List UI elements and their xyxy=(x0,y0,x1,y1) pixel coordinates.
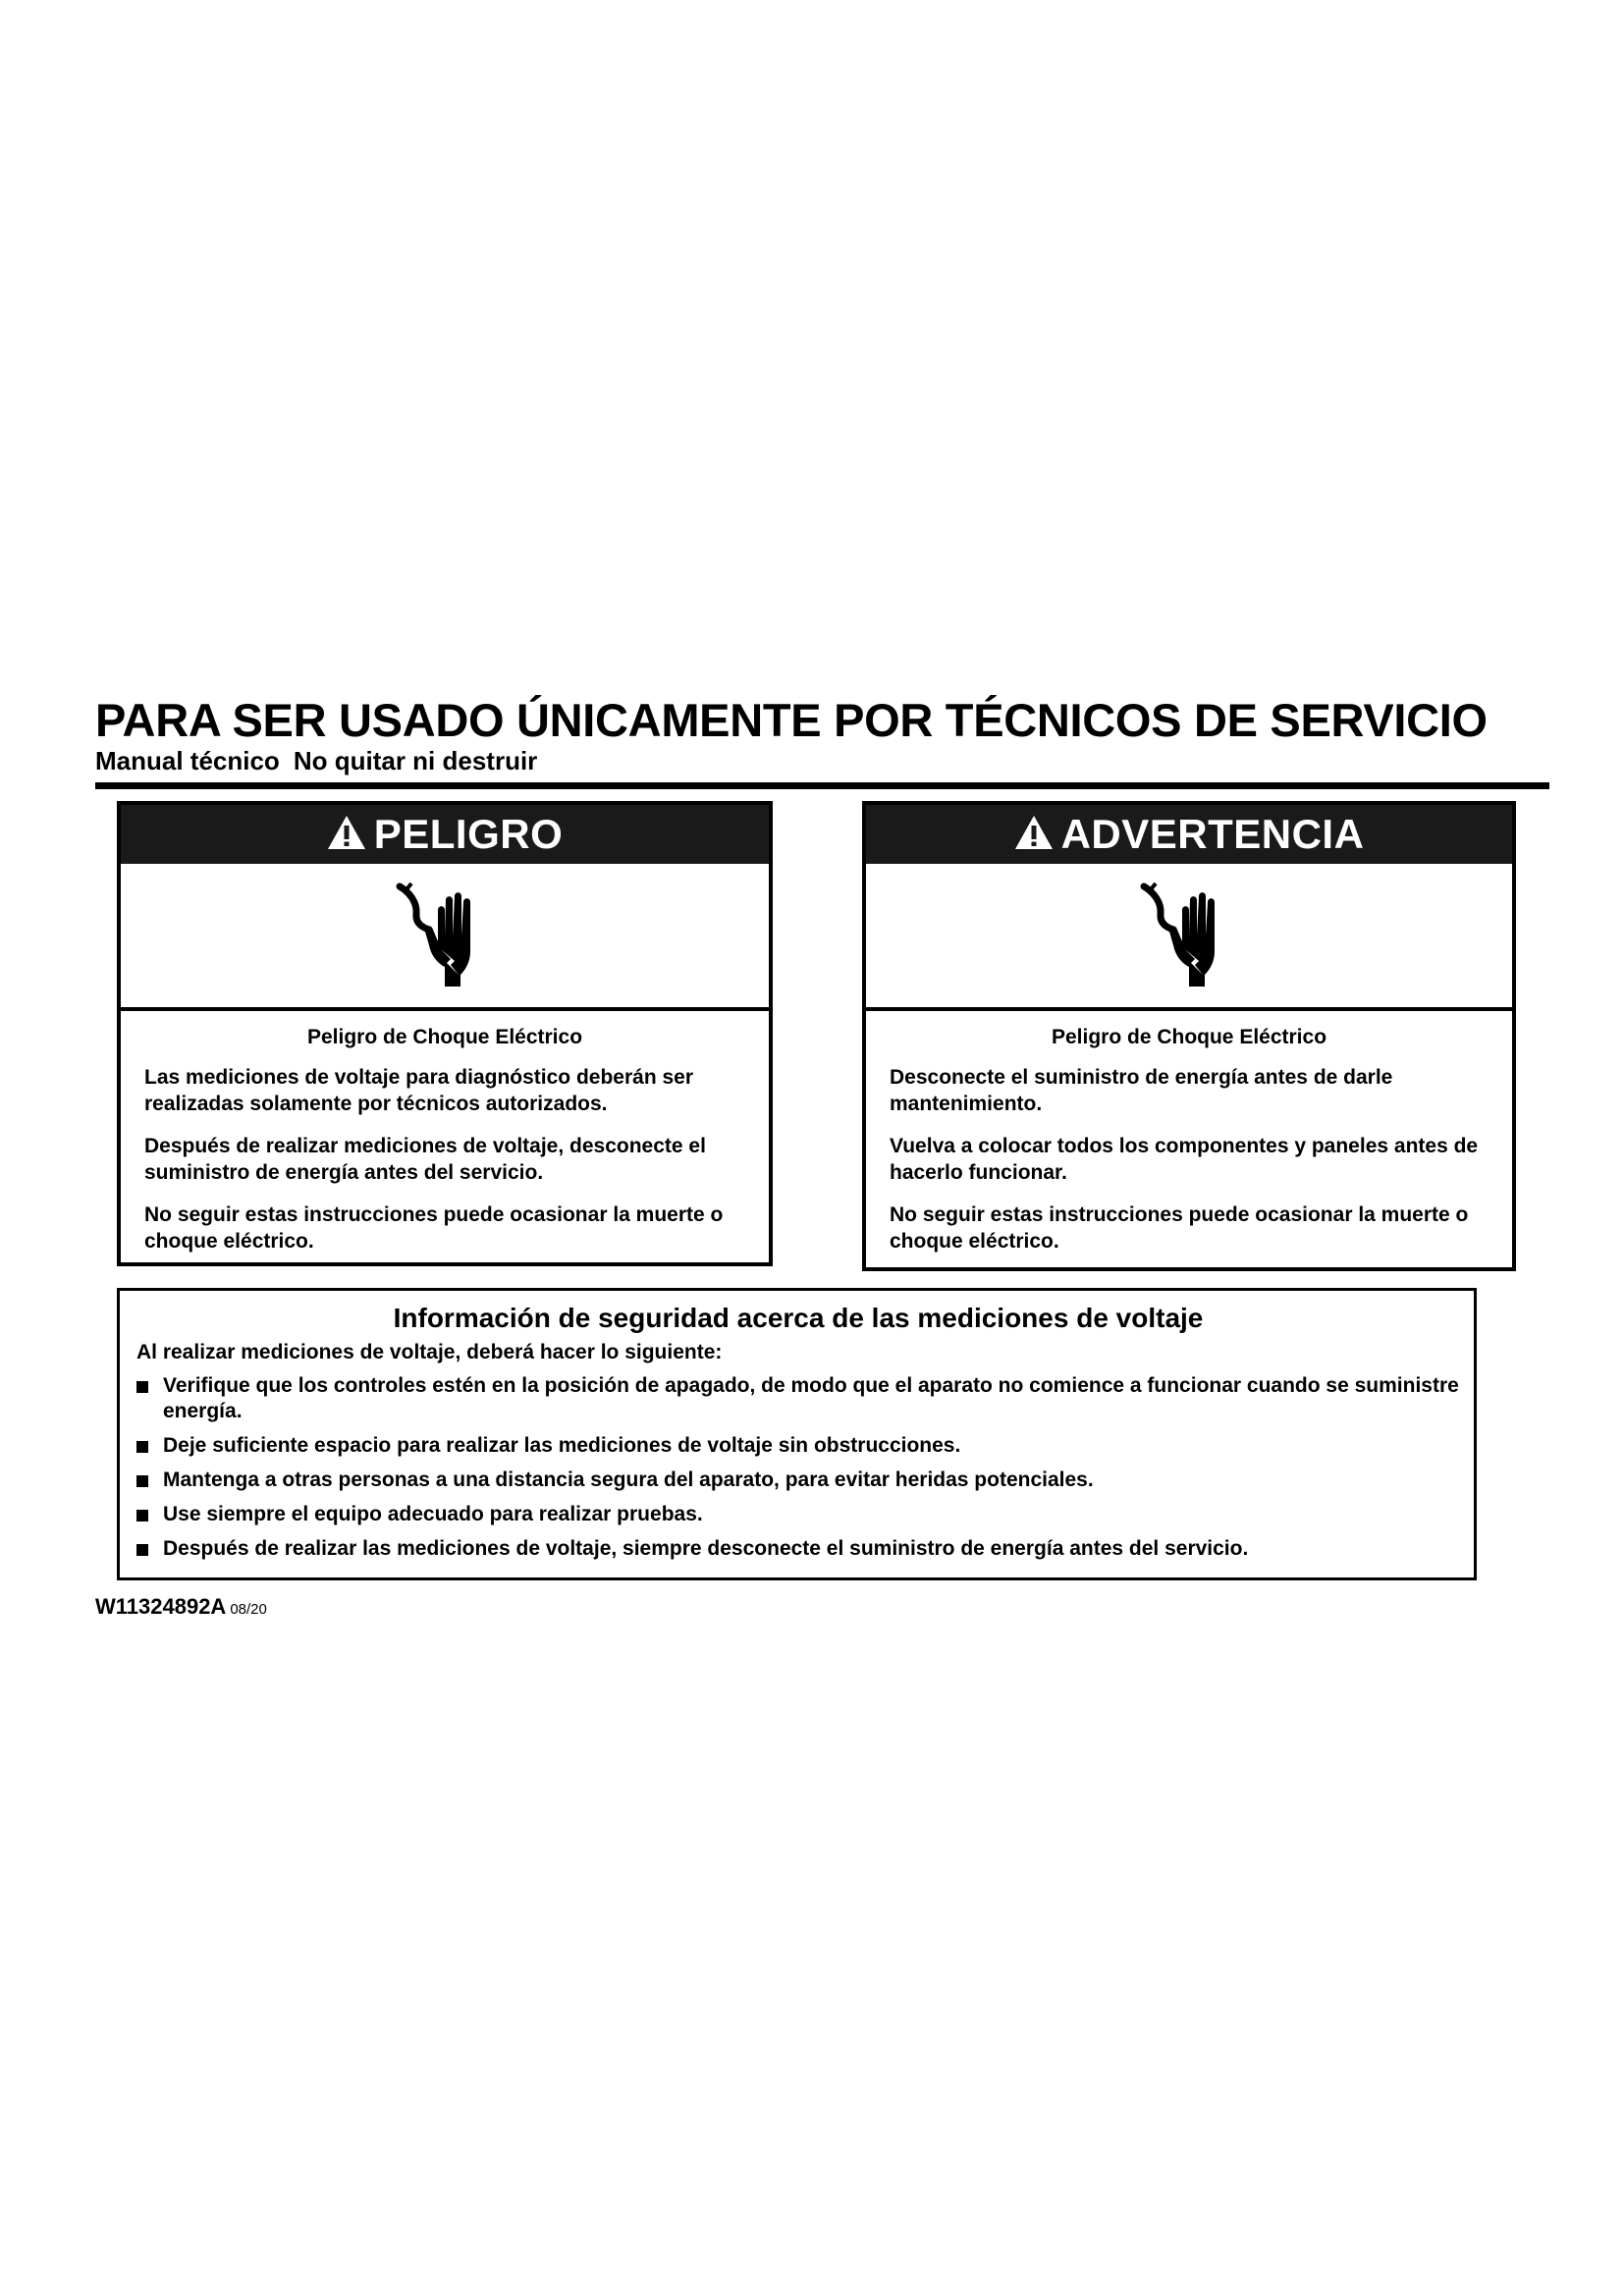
danger-paragraph: No seguir estas instrucciones puede ocasionar la muerte o choque eléctrico. xyxy=(144,1203,724,1253)
page-title: PARA SER USADO ÚNICAMENTE POR TÉCNICOS DE SERVICIO xyxy=(95,694,1488,746)
safety-info-intro: Al realizar mediciones de voltaje, deberá hacer lo siguiente: xyxy=(136,1341,723,1363)
warning-triangle-icon xyxy=(1014,815,1054,850)
danger-paragraph: Las mediciones de voltaje para diagnóstico deberán ser realizadas solamente por técnicos autorizados. xyxy=(144,1066,694,1115)
list-item-text: Mantenga a otras personas a una distancia segura del aparato, para evitar heridas potenciales. xyxy=(163,1468,1094,1491)
warning-paragraph: No seguir estas instrucciones puede ocasionar la muerte o choque eléctrico. xyxy=(890,1203,1469,1253)
list-item xyxy=(136,1502,1460,1527)
list-item xyxy=(136,1433,1460,1459)
danger-hazard-title: Peligro de Choque Eléctrico xyxy=(306,1026,583,1048)
danger-panel-body xyxy=(121,1011,769,1255)
list-item-text: Use siempre el equipo adecuado para realizar pruebas. xyxy=(163,1503,703,1525)
safety-info-box xyxy=(117,1288,1477,1580)
subtitle-manual: Manual técnico xyxy=(95,746,280,775)
list-item-text: Deje suficiente espacio para realizar las mediciones de voltaje sin obstrucciones. xyxy=(163,1434,961,1457)
electrical-shock-hand-icon xyxy=(1130,881,1248,990)
warning-triangle-icon xyxy=(327,815,366,850)
part-number: W11324892A xyxy=(95,1594,227,1619)
warning-panel-body xyxy=(866,1011,1512,1255)
warning-signal-word: ADVERTENCIA xyxy=(1060,811,1365,857)
danger-panel xyxy=(117,801,773,1266)
square-bullet-icon xyxy=(136,1441,148,1453)
warning-panel xyxy=(862,801,1516,1271)
square-bullet-icon xyxy=(136,1544,148,1556)
square-bullet-icon xyxy=(136,1510,148,1522)
subtitle-do-not-remove: No quitar ni destruir xyxy=(293,746,538,775)
warning-hazard-title: Peligro de Choque Eléctrico xyxy=(1051,1026,1327,1048)
warning-panel-header xyxy=(866,805,1512,864)
safety-info-list xyxy=(136,1373,1460,1562)
square-bullet-icon xyxy=(136,1381,148,1393)
revision-date: 08/20 xyxy=(230,1601,267,1618)
list-item xyxy=(136,1536,1460,1562)
warning-icon-area xyxy=(866,864,1512,1011)
list-item-text: Después de realizar las mediciones de voltaje, siempre desconecte el suministro de energía antes del servicio. xyxy=(163,1537,1249,1560)
danger-panel-header xyxy=(121,805,769,864)
page-subtitle xyxy=(95,746,537,775)
header-rule xyxy=(95,782,1549,789)
danger-paragraph: Después de realizar mediciones de voltaje, desconecte el suministro de energía antes del servicio. xyxy=(144,1135,706,1184)
square-bullet-icon xyxy=(136,1475,148,1487)
list-item xyxy=(136,1373,1460,1424)
list-item xyxy=(136,1468,1460,1493)
safety-info-title: Información de seguridad acerca de las mediciones de voltaje xyxy=(393,1303,1204,1333)
danger-signal-word: PELIGRO xyxy=(373,811,564,857)
warning-paragraph: Desconecte el suministro de energía antes de darle mantenimiento. xyxy=(890,1066,1393,1115)
warning-paragraph: Vuelva a colocar todos los componentes y paneles antes de hacerlo funcionar. xyxy=(890,1135,1479,1184)
danger-icon-area xyxy=(121,864,769,1011)
electrical-shock-hand-icon xyxy=(386,881,504,990)
document-code xyxy=(95,1594,267,1623)
list-item-text: Verifique que los controles estén en la posición de apagado, de modo que el aparato no comience a funcionar cuando se suministre energía. xyxy=(163,1374,1459,1422)
